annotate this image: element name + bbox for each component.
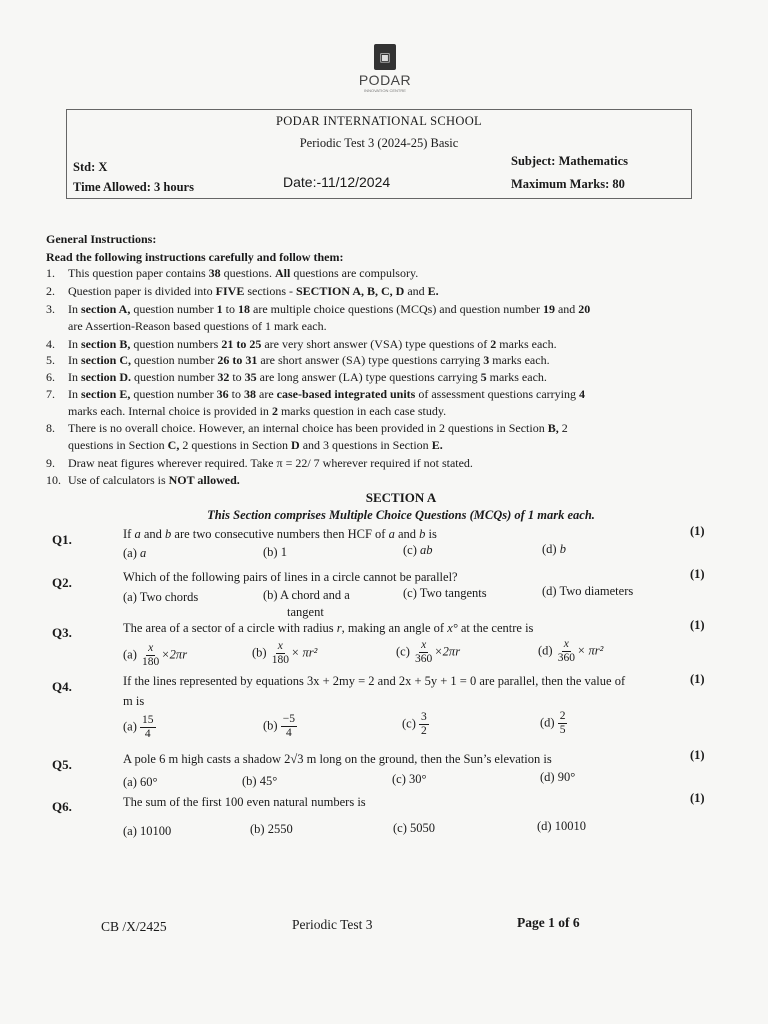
- instruction-item: 4. In section B, question numbers 21 to 25 are very short answer (VSA) type questions of 2 marks each.: [46, 337, 557, 351]
- question-text: Which of the following pairs of lines in a circle cannot be parallel?: [123, 570, 458, 584]
- instruction-item: 5. In section C, question number 26 to 31 are short answer (SA) type questions carrying 3 marks each.: [46, 353, 550, 367]
- option-b: (b) $\frac{x}{180}$ × πr²: [252, 640, 318, 666]
- option-b-continued: tangent: [287, 605, 324, 619]
- instruction-item: 8. There is no overall choice. However, an internal choice has been provided in 2 questions in Section B, 2: [46, 421, 568, 435]
- option-c: (c) 30°: [392, 772, 427, 786]
- logo-emblem-icon: ▣: [374, 44, 396, 70]
- option-c: (c) $\frac{3}{2}$: [402, 711, 427, 737]
- option-d: (d) Two diameters: [542, 584, 634, 598]
- section-title: SECTION A: [365, 490, 437, 505]
- option-b: (b) A chord and a: [263, 588, 350, 602]
- instruction-item: 1. This question paper contains 38 questions. All questions are compulsory.: [46, 266, 419, 280]
- question-number: Q5.: [52, 757, 72, 772]
- instructions-title: General Instructions:: [46, 232, 157, 246]
- option-a: (a) a: [123, 546, 147, 560]
- test-name: Periodic Test 3 (2024-25) Basic: [299, 136, 459, 150]
- footer-code: CB /X/2425: [101, 919, 167, 934]
- logo-name: PODAR: [358, 72, 412, 88]
- option-c: (c) $\frac{x}{360}$ ×2πr: [396, 639, 461, 665]
- instruction-item: 3. In section A, question number 1 to 18 are multiple choice questions (MCQs) and question number 19 and 20: [46, 302, 591, 316]
- instruction-item: 6. In section D. question number 32 to 35 are long answer (LA) type questions carrying 5 marks each.: [46, 370, 547, 384]
- option-c: (c) Two tangents: [403, 586, 487, 600]
- instruction-item-continued: are Assertion-Reason based questions of 1 mark each.: [68, 319, 327, 333]
- instruction-item: 7. In section E, question number 36 to 38 are case-based integrated units of assessment questions carrying 4: [46, 387, 585, 401]
- time-allowed: Time Allowed: 3 hours: [73, 180, 194, 194]
- instruction-item: 2. Question paper is divided into FIVE sections - SECTION A, B, C, D and E.: [46, 284, 439, 298]
- instruction-item-continued: questions in Section C, 2 questions in Section D and 3 questions in Section E.: [68, 438, 443, 452]
- option-c: (c) ab: [403, 543, 433, 557]
- option-a: (a) $\frac{x}{180}$ ×2πr: [123, 642, 188, 668]
- question-number: Q4.: [52, 679, 72, 694]
- question-text: If a and b are two consecutive numbers then HCF of a and b is: [123, 527, 437, 541]
- option-d: (d) $\frac{x}{360}$ × πr²: [538, 638, 604, 664]
- question-marks: (1): [690, 524, 705, 538]
- logo-tagline: INNOVATION CENTRE: [364, 88, 406, 93]
- instruction-item-continued: marks each. Internal choice is provided in 2 marks question in each case study.: [68, 404, 447, 418]
- question-marks: (1): [690, 791, 705, 805]
- header-box: [66, 109, 692, 199]
- subject-label: Subject: Mathematics: [511, 154, 628, 168]
- option-b: (b) 2550: [250, 822, 293, 836]
- question-text: The sum of the first 100 even natural numbers is: [123, 795, 366, 809]
- option-b: (b) 45°: [242, 774, 278, 788]
- option-a: (a) 60°: [123, 775, 158, 789]
- instruction-item: 10. Use of calculators is NOT allowed.: [46, 473, 240, 487]
- page-number: Page 1 of 6: [517, 915, 580, 930]
- question-text: A pole 6 m high casts a shadow 2√3 m long on the ground, then the Sun’s elevation is: [123, 752, 552, 766]
- question-marks: (1): [690, 672, 705, 686]
- school-name: PODAR INTERNATIONAL SCHOOL: [276, 114, 482, 128]
- option-b: (b) 1: [263, 545, 287, 559]
- option-d: (d) $\frac{2}{5}$: [540, 710, 566, 736]
- instruction-item: 9. Draw neat figures wherever required. Take π = 22/ 7 wherever required if not stated.: [46, 456, 473, 470]
- option-c: (c) 5050: [393, 821, 435, 835]
- option-a: (a) Two chords: [123, 590, 199, 604]
- option-a: (a) $\frac{15}{4}$: [123, 714, 154, 740]
- question-marks: (1): [690, 618, 705, 632]
- option-a: (a) 10100: [123, 824, 172, 838]
- instructions-lead: Read the following instructions carefully and follow them:: [46, 250, 344, 264]
- question-text: The area of a sector of a circle with radius r, making an angle of x° at the centre is: [123, 621, 534, 635]
- option-d: (d) 90°: [540, 770, 576, 784]
- maximum-marks: Maximum Marks: 80: [511, 177, 625, 191]
- question-text: If the lines represented by equations 3x + 2my = 2 and 2x + 5y + 1 = 0 are parallel, then the value of: [123, 674, 626, 688]
- section-subtitle: This Section comprises Multiple Choice Questions (MCQs) of 1 mark each.: [207, 508, 595, 522]
- option-d: (d) 10010: [537, 819, 586, 833]
- question-number: Q2.: [52, 575, 72, 590]
- footer-test: Periodic Test 3: [292, 917, 373, 932]
- question-number: Q3.: [52, 625, 72, 640]
- question-number: Q6.: [52, 799, 72, 814]
- option-b: (b) $\frac{-5}{4}$: [263, 713, 295, 739]
- question-marks: (1): [690, 567, 705, 581]
- std-label: Std: X: [73, 160, 108, 174]
- exam-date: Date:-11/12/2024: [283, 174, 391, 190]
- question-text-continued: m is: [123, 694, 145, 708]
- option-d: (d) b: [542, 542, 566, 556]
- question-number: Q1.: [52, 532, 72, 547]
- question-marks: (1): [690, 748, 705, 762]
- school-logo: [352, 44, 418, 93]
